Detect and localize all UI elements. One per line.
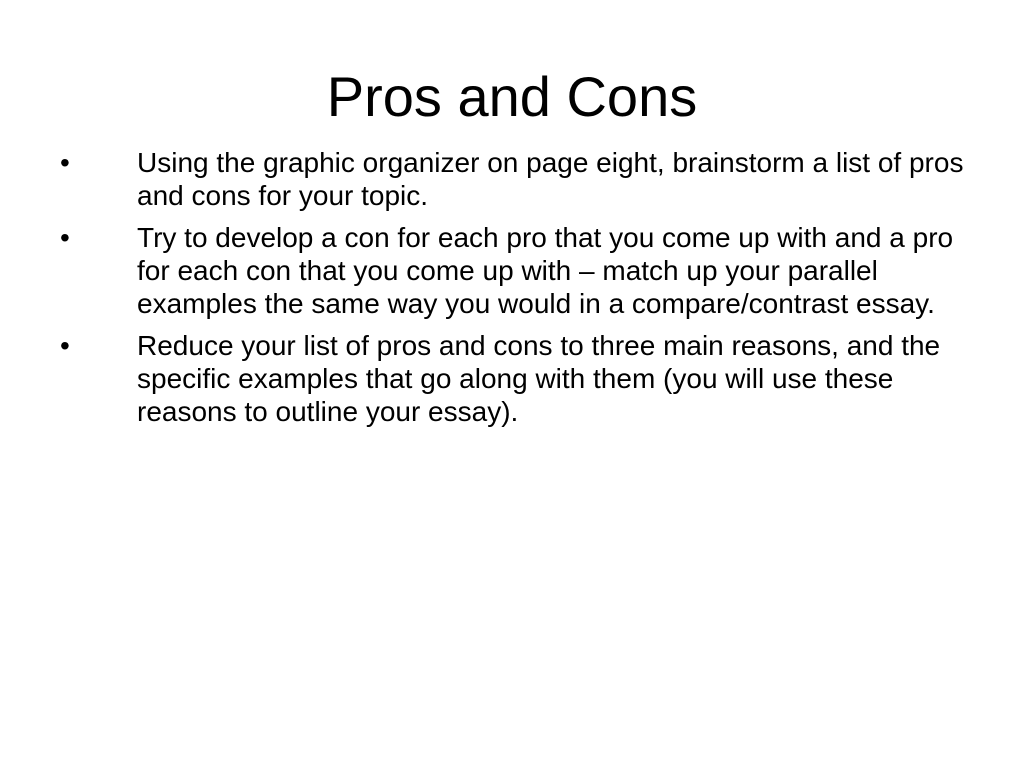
bullet-text: Reduce your list of pros and cons to three main reasons, and the specific examples that go along with them (you will use these reasons to outline your essay). <box>137 330 941 427</box>
bullet-icon: • <box>60 222 70 253</box>
bullet-icon: • <box>60 147 70 178</box>
list-item <box>60 146 990 212</box>
list-item <box>60 221 990 320</box>
bullet-text: Using the graphic organizer on page eight, brainstorm a list of pros and cons for your topic. <box>137 147 964 211</box>
bullet-list <box>60 146 990 437</box>
list-item <box>60 329 990 428</box>
bullet-text: Try to develop a con for each pro that you come up with and a pro for each con that you come up with – match up your parallel examples the same way you would in a compare/contrast essay. <box>137 222 954 319</box>
bullet-icon: • <box>60 330 70 361</box>
slide-title: Pros and Cons <box>326 65 698 128</box>
